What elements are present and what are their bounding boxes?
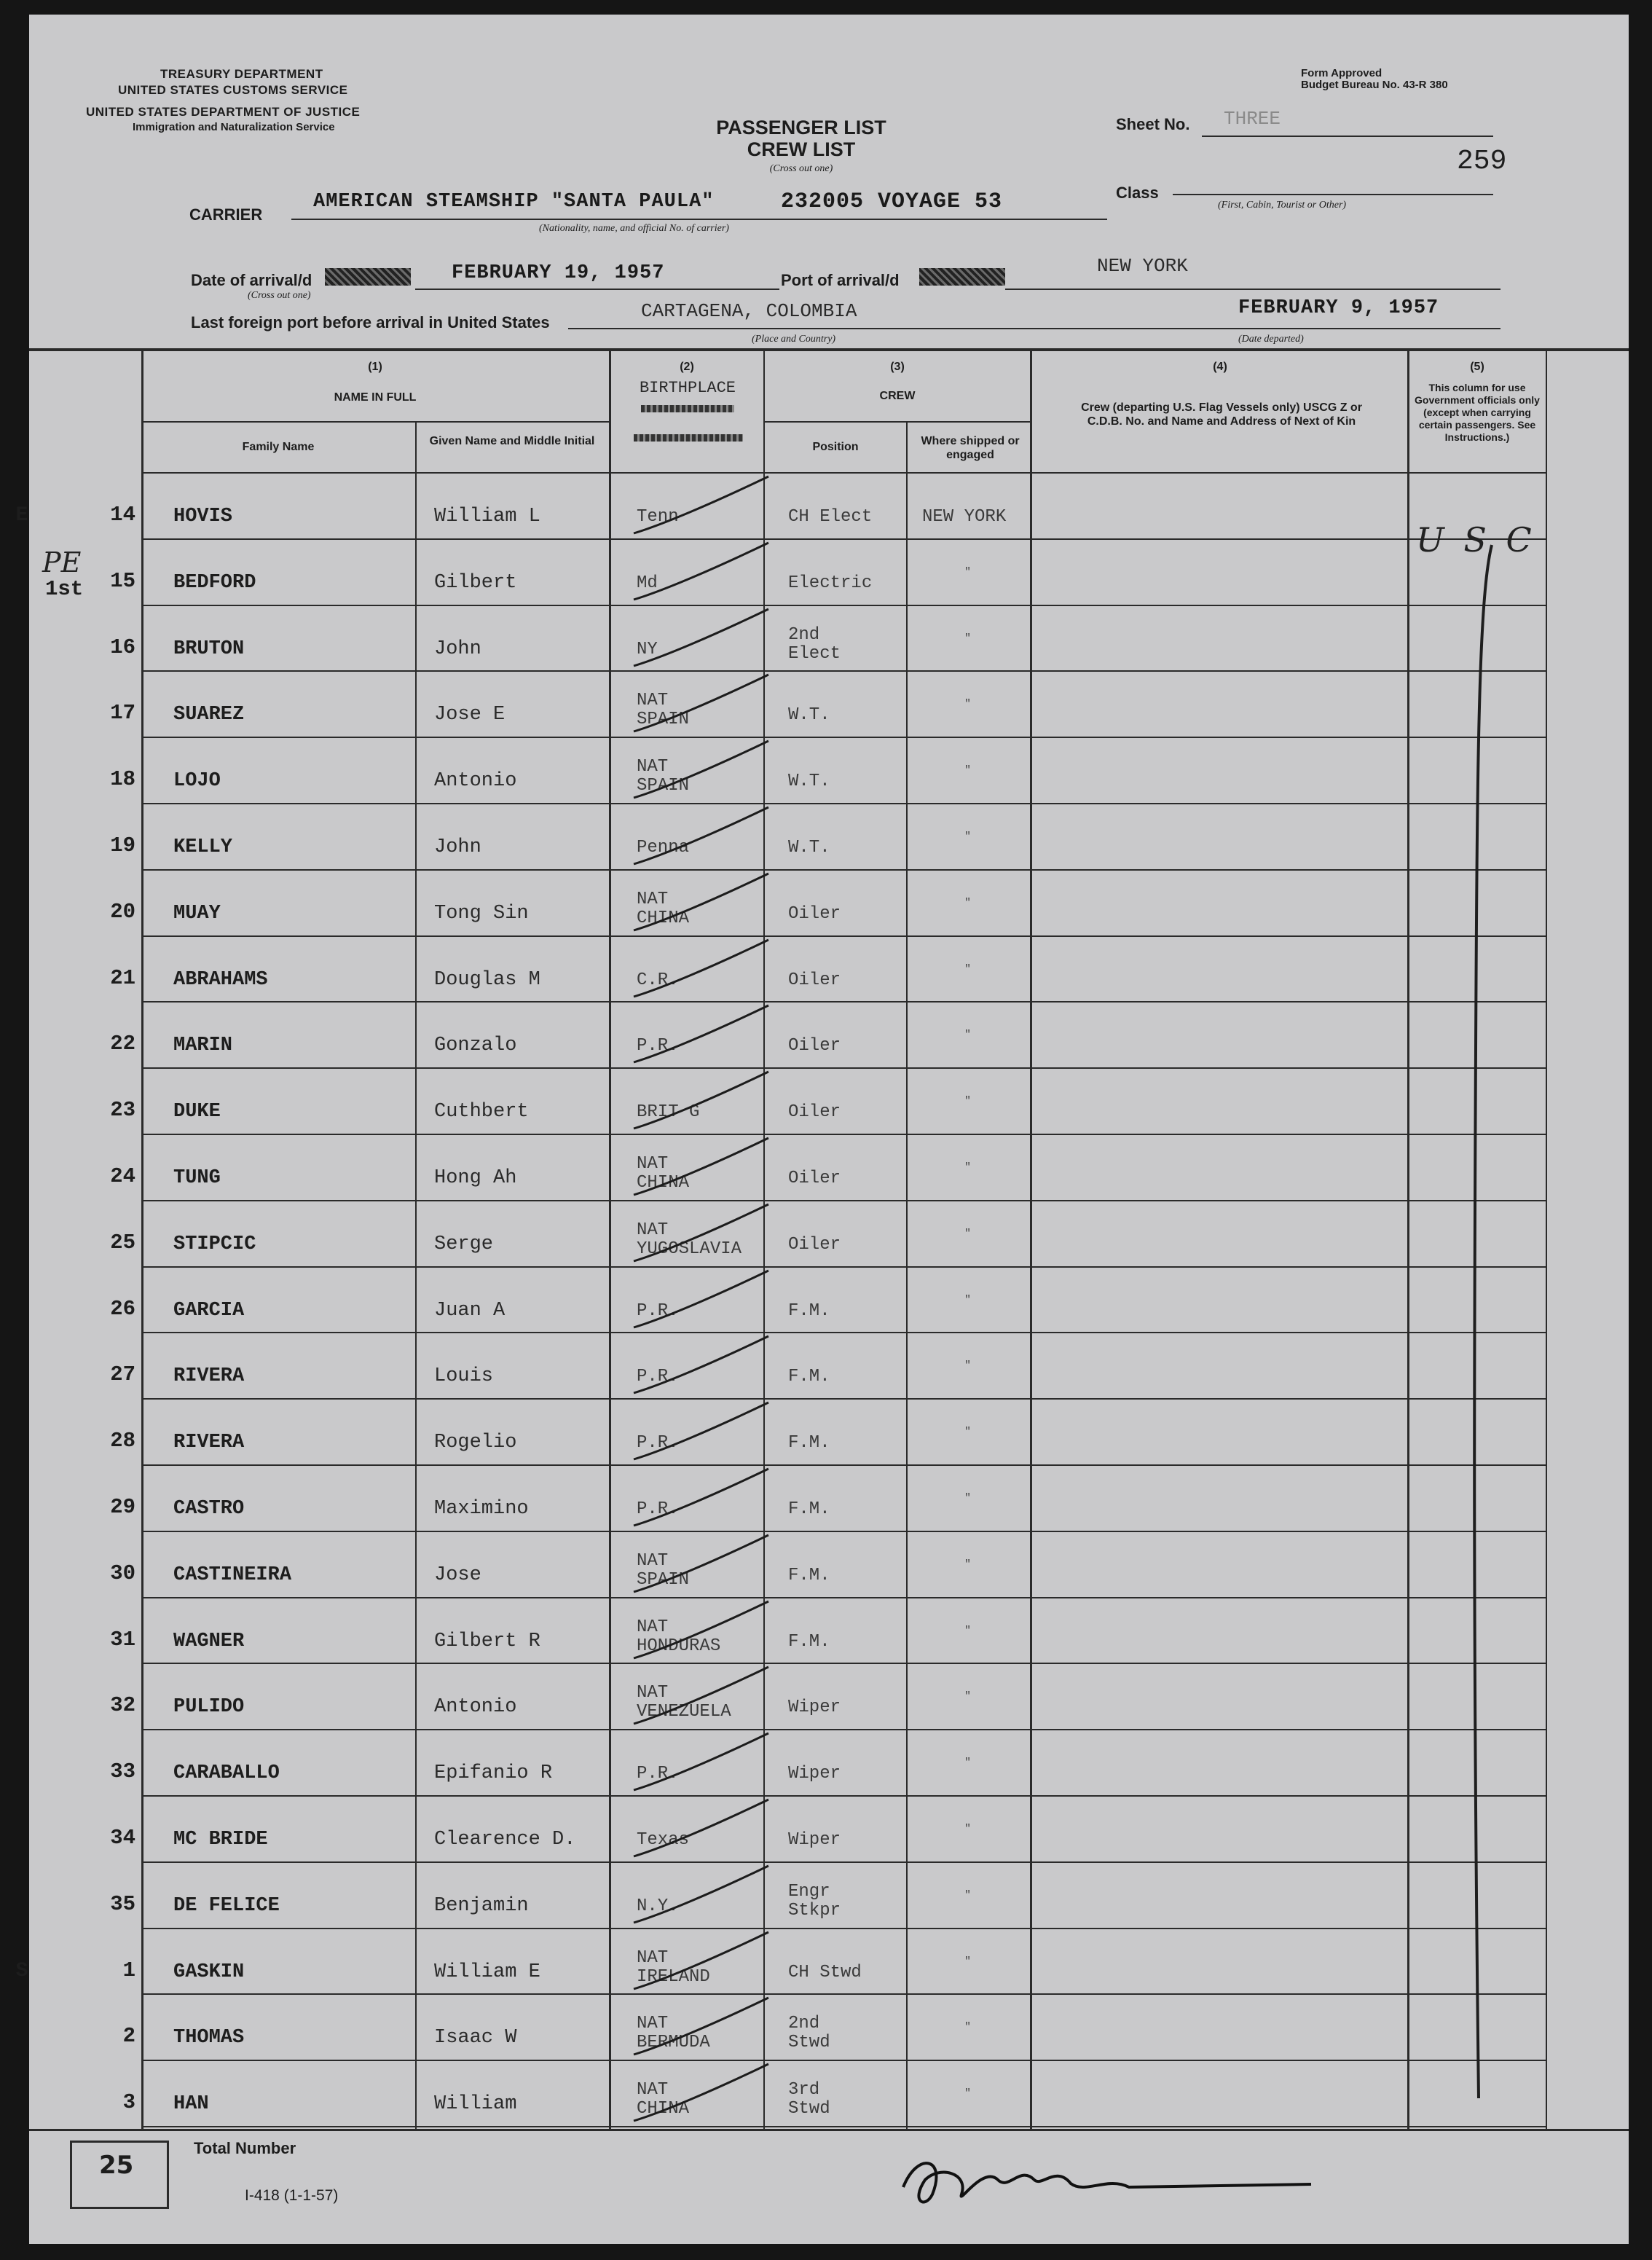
position: Oiler — [788, 1169, 841, 1188]
row-number: 16 — [110, 635, 135, 659]
row-number: 30 — [110, 1561, 135, 1585]
row-number: 33 — [110, 1759, 135, 1784]
position: CH Elect — [788, 507, 873, 527]
birthplace-line1: NAT — [637, 757, 669, 777]
table-row — [29, 804, 1629, 871]
birthplace: NY — [637, 639, 658, 659]
position-line2: Elect — [788, 643, 841, 664]
carrier-number: 232005 VOYAGE 53 — [781, 189, 1003, 214]
check-stroke — [619, 672, 779, 745]
row-number: 2 — [122, 2024, 135, 2049]
given-name: Jose — [434, 1563, 481, 1586]
customs-service: UNITED STATES CUSTOMS SERVICE — [118, 83, 348, 97]
given-name: Cuthbert — [434, 1101, 529, 1123]
table-row — [29, 1797, 1629, 1863]
birthplace: Tenn — [637, 507, 679, 527]
family-name: TUNG — [173, 1167, 221, 1189]
given-name: Louis — [434, 1365, 494, 1388]
check-stroke — [619, 1069, 779, 1142]
check-stroke — [619, 1268, 779, 1341]
family-name: ABRAHAMS — [173, 968, 268, 991]
row-number: 19 — [110, 833, 135, 858]
table-row — [29, 1400, 1629, 1466]
where-shipped-ditto: " — [964, 1029, 972, 1042]
family-name: MC BRIDE — [173, 1829, 268, 1851]
given-name: Gilbert — [434, 571, 517, 594]
annotation-pe: PE — [42, 546, 82, 578]
departed-value: FEBRUARY 9, 1957 — [1238, 297, 1439, 319]
position: F.M. — [788, 1499, 830, 1519]
position: F.M. — [788, 1433, 830, 1453]
table-row — [15, 1929, 1629, 1996]
check-stroke — [619, 738, 779, 811]
departed-note: (Date departed) — [1238, 334, 1304, 345]
given-name: Isaac W — [434, 2027, 517, 2049]
given-name: John — [434, 836, 481, 858]
birthplace-line1: NAT — [637, 2014, 669, 2034]
title-passenger-list: PASSENGER LIST — [716, 117, 886, 138]
given-name: Serge — [434, 1233, 494, 1255]
position: F.M. — [788, 1367, 830, 1387]
birthplace-line2: CHINA — [637, 2099, 690, 2119]
row-number: 23 — [110, 1098, 135, 1123]
check-stroke — [619, 1466, 779, 1539]
given-name: John — [434, 637, 481, 660]
row-number: 20 — [110, 899, 135, 924]
position: Oiler — [788, 1036, 841, 1056]
birthplace-line2: SPAIN — [637, 710, 690, 730]
lastport-line — [568, 328, 1078, 329]
col4-title: Crew (departing U.S. Flag Vessels only) USCG Z or C.D.B. No. and Name and Address of Next of Kin — [1081, 401, 1362, 428]
table-row — [29, 1664, 1629, 1730]
date-note: (Cross out one) — [248, 290, 311, 301]
where-shipped-ditto: " — [964, 1095, 972, 1108]
table-top-rule — [29, 348, 1629, 351]
where-shipped-ditto: " — [964, 1359, 972, 1373]
check-stroke — [619, 1201, 779, 1274]
col2-title: BIRTHPLACE — [639, 379, 736, 397]
position-line2: Stwd — [788, 2033, 830, 2053]
col1-num: (1) — [368, 361, 382, 373]
check-stroke — [619, 1797, 779, 1869]
table-row — [29, 937, 1629, 1003]
col1-title: NAME IN FULL — [334, 391, 417, 404]
row-number: 14 — [110, 503, 135, 527]
date-label: Date of arrival/d — [191, 271, 312, 289]
check-stroke — [619, 1863, 779, 1936]
class-line — [1173, 194, 1493, 195]
given-name: Douglas M — [434, 968, 540, 991]
family-name: CASTINEIRA — [173, 1563, 292, 1586]
lastport-note: (Place and Country) — [752, 334, 836, 345]
sheet-value: THREE — [1224, 108, 1281, 130]
check-stroke — [619, 1400, 779, 1472]
table-row — [29, 1863, 1629, 1929]
class-note: (First, Cabin, Tourist or Other) — [1218, 200, 1347, 211]
birthplace-line2: BERMUDA — [637, 2033, 710, 2053]
row-number: 15 — [110, 568, 135, 593]
port-line — [1005, 289, 1500, 290]
document-page — [15, 15, 1629, 2244]
position: Electric — [788, 573, 873, 593]
family-name: BEDFORD — [173, 571, 256, 594]
signature — [889, 2136, 1326, 2216]
row-number: 35 — [110, 1891, 135, 1916]
departed-line — [1078, 328, 1500, 329]
position: W.T. — [788, 772, 830, 792]
col3-position: Position — [812, 441, 859, 453]
birthplace: N.Y. — [637, 1896, 679, 1916]
given-name: Benjamin — [434, 1894, 529, 1917]
family-name: CARABALLO — [173, 1762, 280, 1785]
table-row — [29, 1532, 1629, 1598]
col5-mark: U S C — [1416, 520, 1536, 560]
where-shipped-ditto: " — [964, 1823, 972, 1835]
birthplace-line1: NAT — [637, 1220, 669, 1240]
given-name: Antonio — [434, 770, 517, 793]
col5-num: (5) — [1470, 361, 1484, 373]
given-name: William E — [434, 1961, 540, 1983]
table-row — [29, 1135, 1629, 1201]
birthplace-line1: NAT — [637, 1550, 669, 1571]
title-crew-list: CREW LIST — [747, 138, 856, 160]
title-note: (Cross out one) — [769, 163, 833, 174]
annotation-first: 1st — [45, 577, 84, 601]
where-shipped-ditto: " — [964, 1888, 972, 1902]
given-name: Juan A — [434, 1299, 506, 1322]
position: Wiper — [788, 1698, 841, 1718]
family-name: MUAY — [173, 902, 221, 925]
family-name: THOMAS — [173, 2027, 245, 2049]
birthplace-line1: NAT — [637, 691, 669, 711]
where-shipped-ditto: " — [964, 1492, 972, 1504]
row-number: 32 — [110, 1693, 135, 1718]
where-shipped-ditto: " — [964, 698, 972, 711]
sheet-label: Sheet No. — [1116, 115, 1190, 133]
position: F.M. — [788, 1565, 830, 1585]
birthplace-line1: NAT — [637, 1683, 669, 1703]
given-name: Jose E — [434, 704, 506, 726]
position: CH Stwd — [788, 1962, 862, 1982]
where-shipped-ditto: " — [964, 1558, 972, 1571]
table-row — [29, 1201, 1629, 1268]
table-row — [29, 1333, 1629, 1400]
table-row — [29, 2061, 1629, 2127]
row-prefix: E — [15, 504, 28, 527]
carrier-line — [291, 219, 1107, 220]
where-shipped-ditto: " — [964, 2021, 972, 2034]
position: Oiler — [788, 970, 841, 990]
department-of-justice: UNITED STATES DEPARTMENT OF JUSTICE — [86, 105, 361, 119]
check-stroke — [619, 804, 779, 877]
birthplace-line2: YUGOSLAVIA — [637, 1239, 742, 1259]
check-stroke — [619, 1929, 779, 2002]
table-bottom-rule — [29, 2129, 1629, 2131]
col2-crossout-2 — [634, 434, 743, 442]
given-name: Clearence D. — [434, 1829, 576, 1851]
class-label: Class — [1116, 184, 1159, 202]
family-name: HAN — [173, 2093, 209, 2116]
birthplace-line2: SPAIN — [637, 776, 690, 796]
birthplace-line2: VENEZUELA — [637, 1702, 731, 1722]
where-shipped-ditto: " — [964, 632, 972, 645]
row-number: 24 — [110, 1164, 135, 1188]
family-name: RIVERA — [173, 1365, 245, 1388]
birthplace-line2: HONDURAS — [637, 1636, 721, 1656]
row-number: 3 — [122, 2090, 135, 2115]
col2-num: (2) — [680, 361, 694, 373]
given-name: Gilbert R — [434, 1630, 540, 1652]
header-sub-3 — [763, 421, 1030, 423]
row-number: 18 — [110, 767, 135, 792]
birthplace: P.R. — [637, 1499, 679, 1519]
position: F.M. — [788, 1300, 830, 1321]
col5-handwritten-line — [1457, 539, 1515, 2106]
where-shipped-ditto: " — [964, 1757, 972, 1770]
birthplace: C.R. — [637, 970, 679, 990]
check-stroke — [619, 1532, 779, 1605]
family-name: PULIDO — [173, 1696, 245, 1719]
birthplace: Texas — [637, 1830, 690, 1850]
col1-family: Family Name — [242, 441, 315, 453]
birthplace: P.R. — [637, 1300, 679, 1321]
table-row — [29, 1069, 1629, 1135]
where-shipped-ditto: " — [964, 1955, 972, 1968]
table-row — [29, 738, 1629, 804]
birthplace: P.R. — [637, 1367, 679, 1387]
lastport-value: CARTAGENA, COLOMBIA — [641, 300, 857, 322]
date-line — [415, 289, 779, 290]
family-name: WAGNER — [173, 1630, 245, 1652]
total-label: Total Number — [194, 2139, 296, 2157]
port-crossout — [919, 268, 1005, 286]
family-name: BRUTON — [173, 637, 245, 660]
position: Wiper — [788, 1764, 841, 1784]
header-sub-1 — [141, 421, 609, 423]
row-number: 1 — [122, 1958, 135, 1982]
table-row — [29, 1995, 1629, 2061]
form-number: I-418 (1-1-57) — [245, 2187, 339, 2204]
check-stroke — [619, 540, 779, 613]
position-line1: 2nd — [788, 624, 820, 645]
position: F.M. — [788, 1631, 830, 1652]
row-number: 29 — [110, 1495, 135, 1519]
col3-title: CREW — [879, 390, 916, 402]
where-shipped-ditto: " — [964, 1161, 972, 1174]
family-name: GARCIA — [173, 1299, 245, 1322]
check-stroke — [619, 1003, 779, 1075]
row-number: 27 — [110, 1362, 135, 1387]
birthplace-line1: NAT — [637, 2080, 669, 2100]
row-number: 31 — [110, 1627, 135, 1652]
family-name: GASKIN — [173, 1961, 245, 1983]
birthplace: P.R. — [637, 1764, 679, 1784]
birthplace-line1: NAT — [637, 889, 669, 909]
port-value: NEW YORK — [1097, 255, 1188, 277]
table-row — [29, 1268, 1629, 1334]
table-row — [29, 1466, 1629, 1532]
table-row — [15, 474, 1629, 540]
table-row — [29, 1598, 1629, 1665]
carrier-value: AMERICAN STEAMSHIP "SANTA PAULA" — [313, 191, 715, 213]
where-shipped-ditto: " — [964, 831, 972, 843]
where-shipped-ditto: " — [964, 1426, 972, 1439]
check-stroke — [619, 606, 779, 679]
given-name: Gonzalo — [434, 1035, 517, 1057]
family-name: CASTRO — [173, 1498, 245, 1520]
position-line1: 2nd — [788, 2014, 820, 2034]
date-value: FEBRUARY 19, 1957 — [452, 262, 665, 284]
carrier-note: (Nationality, name, and official No. of carrier) — [539, 223, 729, 234]
check-stroke — [619, 1598, 779, 1671]
given-name: Hong Ah — [434, 1167, 517, 1189]
where-shipped-ditto: " — [964, 764, 972, 777]
position: W.T. — [788, 838, 830, 858]
where-shipped-ditto: " — [964, 1690, 972, 1703]
position-line1: 3rd — [788, 2080, 820, 2100]
family-name: DE FELICE — [173, 1894, 280, 1917]
birthplace-line2: CHINA — [637, 908, 690, 928]
immigration-service: Immigration and Naturalization Service — [133, 121, 335, 133]
family-name: RIVERA — [173, 1432, 245, 1454]
port-label: Port of arrival/d — [781, 271, 900, 289]
table-row — [29, 1003, 1629, 1069]
lastport-label: Last foreign port before arrival in United States — [191, 313, 550, 331]
row-number: 21 — [110, 965, 135, 990]
table-row — [29, 1730, 1629, 1797]
check-stroke — [619, 474, 779, 546]
total-value: 25 — [99, 2151, 134, 2180]
birthplace: Md — [637, 573, 658, 593]
table-row — [29, 672, 1629, 738]
birthplace: P.R. — [637, 1036, 679, 1056]
row-rule — [141, 2126, 1546, 2127]
table-row — [29, 606, 1629, 672]
row-number: 17 — [110, 701, 135, 726]
check-stroke — [619, 1730, 779, 1803]
birthplace-line2: SPAIN — [637, 1569, 690, 1590]
check-stroke — [619, 1664, 779, 1737]
check-stroke — [619, 2061, 779, 2134]
family-name: MARIN — [173, 1035, 233, 1057]
table-row — [29, 871, 1629, 937]
col4-num: (4) — [1213, 361, 1227, 373]
check-stroke — [619, 871, 779, 943]
date-crossout — [325, 268, 411, 286]
check-stroke — [619, 1333, 779, 1406]
given-name: Tong Sin — [434, 902, 529, 925]
birthplace: BRIT G — [637, 1102, 700, 1123]
budget-bureau: Budget Bureau No. 43-R 380 — [1301, 79, 1448, 91]
position-line2: Stwd — [788, 2099, 830, 2119]
row-number: 22 — [110, 1032, 135, 1056]
family-name: LOJO — [173, 770, 221, 793]
check-stroke — [619, 1995, 779, 2068]
family-name: DUKE — [173, 1101, 221, 1123]
where-shipped-ditto: " — [964, 1227, 972, 1240]
given-name: William — [434, 2093, 517, 2116]
position: Oiler — [788, 903, 841, 924]
col3-num: (3) — [890, 361, 905, 373]
given-name: Antonio — [434, 1696, 517, 1719]
row-number: 34 — [110, 1826, 135, 1850]
given-name: Epifanio R — [434, 1762, 553, 1785]
row-prefix: S — [15, 1959, 28, 1982]
check-stroke — [619, 937, 779, 1010]
col2-crossout-1 — [641, 405, 734, 412]
row-number: 26 — [110, 1296, 135, 1321]
position: Wiper — [788, 1830, 841, 1850]
family-name: HOVIS — [173, 506, 233, 527]
position-line2: Stkpr — [788, 1900, 841, 1920]
birthplace-line1: NAT — [637, 1617, 669, 1637]
birthplace-line2: CHINA — [637, 1173, 690, 1193]
col3-where: Where shipped or engaged — [921, 435, 1020, 461]
where-shipped-ditto: " — [964, 962, 972, 976]
where-shipped-ditto: " — [964, 1293, 972, 1306]
treasury-department: TREASURY DEPARTMENT — [160, 67, 323, 81]
where-shipped-ditto: " — [964, 565, 972, 578]
where-shipped-ditto: " — [964, 2087, 972, 2100]
where-shipped-ditto: " — [964, 1624, 972, 1637]
family-name: SUAREZ — [173, 704, 245, 726]
birthplace: Penna — [637, 838, 690, 858]
col1-given: Given Name and Middle Initial — [429, 435, 595, 447]
page-number: 259 — [1457, 146, 1507, 177]
where-shipped: NEW YORK — [922, 507, 1007, 527]
position: W.T. — [788, 705, 830, 726]
sheet-line — [1202, 136, 1493, 137]
family-name: KELLY — [173, 836, 233, 858]
birthplace-line1: NAT — [637, 1947, 669, 1968]
form-approved: Form Approved — [1301, 67, 1382, 79]
given-name: Maximino — [434, 1498, 529, 1520]
row-number: 28 — [110, 1429, 135, 1453]
birthplace: P.R. — [637, 1433, 679, 1453]
row-number: 25 — [110, 1230, 135, 1255]
position: Oiler — [788, 1234, 841, 1255]
family-name: STIPCIC — [173, 1233, 256, 1255]
position: Oiler — [788, 1102, 841, 1123]
where-shipped-ditto: " — [964, 896, 972, 909]
carrier-label: CARRIER — [189, 205, 263, 224]
col5-title: This column for use Government officials only (except when carrying certain passengers. See Instructions.) — [1415, 382, 1540, 443]
table-row — [29, 540, 1629, 606]
birthplace-line1: NAT — [637, 1154, 669, 1174]
given-name: Rogelio — [434, 1432, 517, 1454]
check-stroke — [619, 1135, 779, 1208]
position-line1: Engr — [788, 1881, 830, 1902]
given-name: William L — [434, 506, 540, 527]
birthplace-line2: IRELAND — [637, 1966, 710, 1987]
